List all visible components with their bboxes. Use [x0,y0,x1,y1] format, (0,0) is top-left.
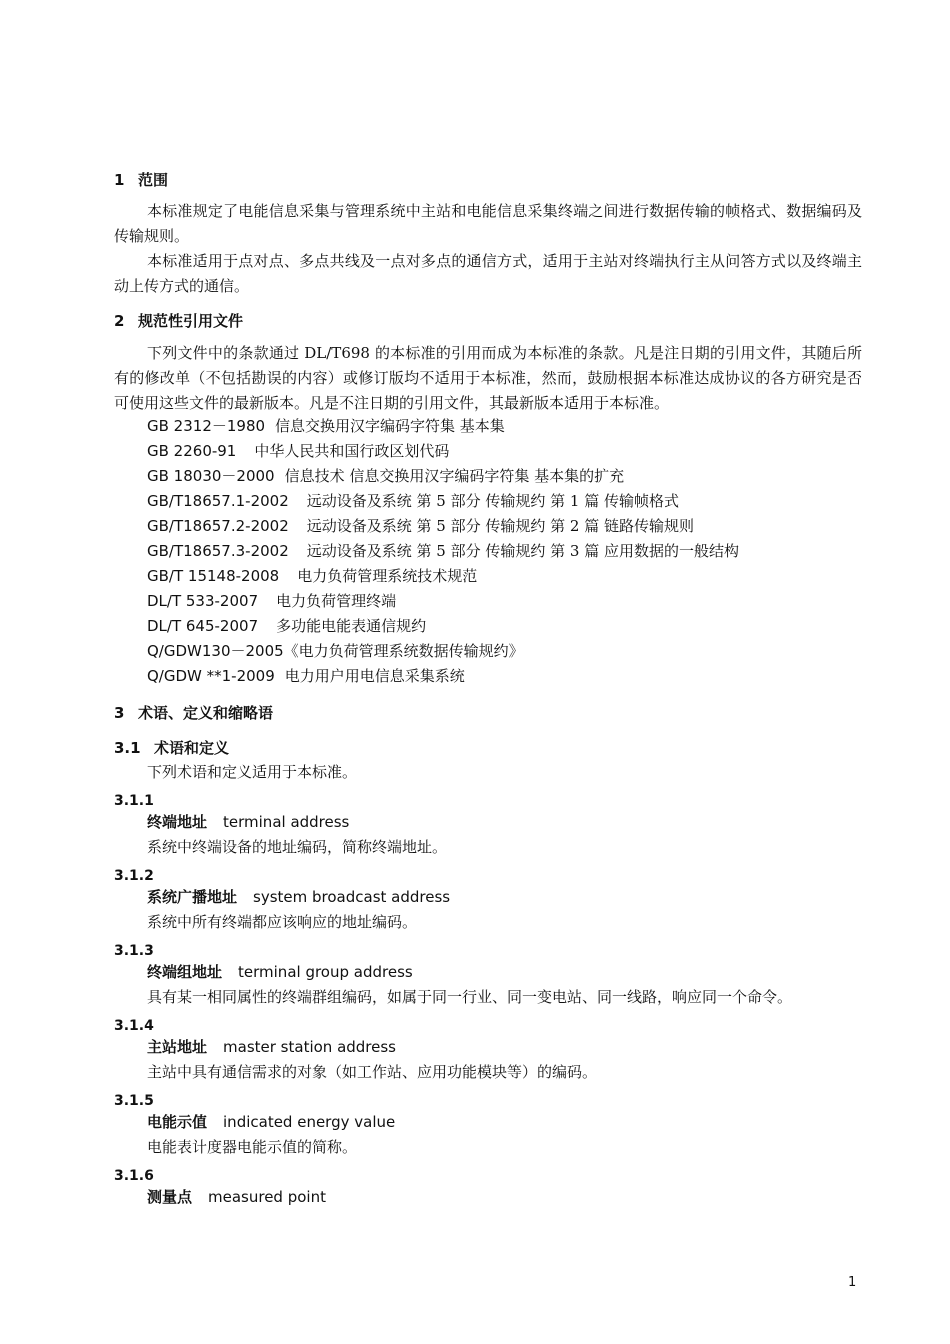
page-number: 1 [848,1275,857,1290]
reference-title: 《电力负荷管理系统数据传输规约》 [283,642,524,660]
reference-item [147,439,449,464]
reference-code: GB/T18657.1-2002 [147,492,289,510]
term-zh: 测量点 [147,1188,193,1206]
subsection-intro: 下列术语和定义适用于本标准。 [147,763,358,781]
reference-code: DL/T 645-2007 [147,617,259,635]
section-heading-2 [114,310,243,332]
reference-code: GB/T 15148-2008 [147,567,280,585]
term-en: master station address [223,1038,396,1056]
term-definition: 电能表计度器电能示值的简称。 [147,1138,358,1156]
reference-item [147,489,679,514]
reference-item [147,514,694,539]
subsection-heading [114,737,229,759]
term-zh: 主站地址 [147,1038,208,1056]
reference-code: GB 2260-91 [147,442,237,460]
subsection-title: 术语和定义 [154,739,230,757]
reference-item [147,539,739,564]
reference-code: GB 2312－1980 [147,417,266,435]
reference-title: 电力负荷管理终端 [276,592,397,610]
section-number: 3 [114,704,125,722]
subsection-number: 3.1 [114,739,141,757]
section-title: 术语、定义和缩略语 [138,704,274,722]
term-en: terminal address [223,813,350,831]
reference-code: Q/GDW **1-2009 [147,667,275,685]
term-en: measured point [208,1188,326,1206]
term-name [147,885,450,910]
reference-code: GB 18030－2000 [147,467,275,485]
term-definition: 系统中所有终端都应该响应的地址编码。 [147,913,418,931]
reference-title: 中华人民共和国行政区划代码 [254,442,450,460]
term-number: 3.1.6 [114,1168,154,1184]
term-definition: 具有某一相同属性的终端群组编码，如属于同一行业、同一变电站、同一线路，响应同一个命令。 [147,988,793,1006]
paragraph: 本标准适用于点对点、多点共线及一点对多点的通信方式，适用于主站对终端执行主从问答方式以及终端主动上传方式的通信。 [114,252,862,295]
term-name [147,1185,326,1210]
reference-code: GB/T18657.2-2002 [147,517,289,535]
term-number: 3.1.2 [114,868,154,884]
reference-item [147,564,477,589]
section-heading-1 [114,169,168,191]
reference-code: DL/T 533-2007 [147,592,259,610]
term-en: indicated energy value [223,1113,396,1131]
term-en: terminal group address [238,963,413,981]
term-name [147,1110,395,1135]
reference-item [147,614,426,639]
reference-title: 电力负荷管理系统技术规范 [297,567,478,585]
paragraph: 下列文件中的条款通过 DL/T698 的本标准的引用而成为本标准的条款。凡是注日期的引用文件，其随后所有的修改单（不包括勘误的内容）或修订版均不适用于本标准，然而，鼓励根据本标准达成协议的各方研究是否可使用这些文件的最新版本。凡是不注日期的引用文件，其最新版本适用于本标准。 [114,344,862,412]
reference-title: 信息技术 信息交换用汉字编码字符集 基本集的扩充 [284,467,625,485]
term-name [147,810,349,835]
section-title: 范围 [138,171,169,189]
section-number: 1 [114,171,125,189]
term-definition: 系统中终端设备的地址编码，简称终端地址。 [147,838,448,856]
reference-item [147,464,624,489]
reference-title: 远动设备及系统 第 5 部分 传输规约 第 2 篇 链路传输规则 [306,517,694,535]
section-number: 2 [114,312,125,330]
term-zh: 终端组地址 [147,963,223,981]
reference-item [147,664,465,689]
reference-item [147,639,524,664]
section-heading-3 [114,702,273,724]
term-zh: 终端地址 [147,813,208,831]
reference-title: 信息交换用汉字编码字符集 基本集 [275,417,505,435]
term-name [147,1035,396,1060]
term-number: 3.1.5 [114,1093,154,1109]
reference-title: 远动设备及系统 第 5 部分 传输规约 第 3 篇 应用数据的一般结构 [306,542,739,560]
reference-item [147,589,396,614]
term-number: 3.1.3 [114,943,154,959]
term-number: 3.1.4 [114,1018,154,1034]
reference-title: 多功能电能表通信规约 [276,617,427,635]
term-number: 3.1.1 [114,793,154,809]
reference-item [147,414,505,439]
reference-code: Q/GDW130－2005 [147,642,284,660]
paragraph: 本标准规定了电能信息采集与管理系统中主站和电能信息采集终端之间进行数据传输的帧格式、数据编码及传输规则。 [114,202,862,245]
term-zh: 电能示值 [147,1113,208,1131]
reference-title: 远动设备及系统 第 5 部分 传输规约 第 1 篇 传输帧格式 [306,492,679,510]
term-zh: 系统广播地址 [147,888,238,906]
term-definition: 主站中具有通信需求的对象（如工作站、应用功能模块等）的编码。 [147,1063,598,1081]
term-name [147,960,413,985]
term-en: system broadcast address [253,888,451,906]
section-title: 规范性引用文件 [138,312,244,330]
reference-title: 电力用户用电信息采集系统 [284,667,465,685]
reference-code: GB/T18657.3-2002 [147,542,289,560]
